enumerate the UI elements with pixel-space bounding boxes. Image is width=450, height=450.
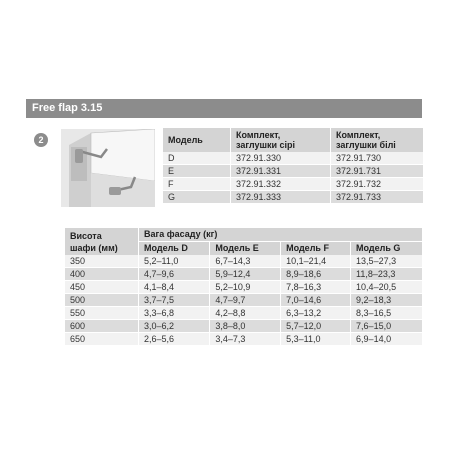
kits-header-white	[331, 128, 424, 152]
table-row	[163, 191, 423, 204]
front-weight-group-header: Вага фасаду (кг)	[139, 228, 423, 242]
table-row	[163, 165, 423, 178]
weight-d-cell: 3,3–6,8	[139, 307, 210, 320]
model-e-header: Модель E	[210, 242, 281, 256]
section-title-bar	[26, 99, 422, 118]
weight-table-group-row	[65, 228, 422, 242]
height-cell: 550	[65, 307, 139, 320]
kits-model-cell: G	[163, 191, 231, 204]
table-row	[163, 178, 423, 191]
section-title: Free flap 3.15	[32, 102, 103, 114]
weight-g-cell: 6,9–14,0	[351, 333, 422, 346]
kits-table-header-row	[163, 128, 423, 152]
height-cell: 350	[65, 255, 139, 268]
weight-e-cell: 4,7–9,7	[210, 294, 281, 307]
kits-model-cell: F	[163, 178, 231, 191]
weight-g-cell: 9,2–18,3	[351, 294, 422, 307]
table-row	[65, 333, 422, 346]
kits-grey-cell: 372.91.330	[231, 152, 331, 165]
kits-model-cell: D	[163, 152, 231, 165]
weight-f-cell: 7,0–14,6	[281, 294, 351, 307]
table-row	[65, 320, 422, 333]
height-header-label: Висота шафи (мм)	[70, 230, 118, 253]
height-cell: 400	[65, 268, 139, 281]
weight-e-cell: 5,2–10,9	[210, 281, 281, 294]
table-row	[65, 255, 422, 268]
model-g-header: Модель G	[351, 242, 422, 256]
kits-grey-cell: 372.91.331	[231, 165, 331, 178]
weight-e-cell: 6,7–14,3	[210, 255, 281, 268]
table-row	[65, 268, 422, 281]
weight-d-cell: 3,0–6,2	[139, 320, 210, 333]
weight-e-cell: 5,9–12,4	[210, 268, 281, 281]
weight-d-cell: 5,2–11,0	[139, 255, 210, 268]
kits-white-cell: 372.91.730	[331, 152, 424, 165]
kits-header-grey	[231, 128, 331, 152]
height-cell: 500	[65, 294, 139, 307]
kits-header-grey-label: Комплект, заглушки сірі	[236, 130, 296, 150]
weight-f-cell: 8,9–18,6	[281, 268, 351, 281]
height-cell: 650	[65, 333, 139, 346]
kits-grey-cell: 372.91.332	[231, 178, 331, 191]
weight-g-cell: 7,6–15,0	[351, 320, 422, 333]
weight-f-cell: 5,3–11,0	[281, 333, 351, 346]
kits-white-cell: 372.91.732	[331, 178, 424, 191]
height-header	[65, 228, 139, 255]
model-d-header: Модель D	[139, 242, 210, 256]
kits-table	[163, 128, 423, 204]
kits-grey-cell: 372.91.333	[231, 191, 331, 204]
flap-fitting-illustration	[61, 129, 155, 207]
weight-d-cell: 4,7–9,6	[139, 268, 210, 281]
kits-model-cell: E	[163, 165, 231, 178]
weight-f-cell: 7,8–16,3	[281, 281, 351, 294]
weight-g-cell: 13,5–27,3	[351, 255, 422, 268]
weight-g-cell: 8,3–16,5	[351, 307, 422, 320]
step-number-badge: 2	[34, 133, 48, 147]
weight-e-cell: 3,4–7,3	[210, 333, 281, 346]
weight-f-cell: 6,3–13,2	[281, 307, 351, 320]
kits-header-white-label: Комплект, заглушки білі	[336, 130, 396, 150]
weight-d-cell: 3,7–7,5	[139, 294, 210, 307]
kits-white-cell: 372.91.731	[331, 165, 424, 178]
table-row	[65, 294, 422, 307]
front-weight-table	[65, 228, 422, 346]
weight-g-cell: 11,8–23,3	[351, 268, 422, 281]
kits-white-cell: 372.91.733	[331, 191, 424, 204]
weight-f-cell: 5,7–12,0	[281, 320, 351, 333]
kits-header-model: Модель	[163, 128, 231, 152]
table-row	[163, 152, 423, 165]
weight-f-cell: 10,1–21,4	[281, 255, 351, 268]
weight-g-cell: 10,4–20,5	[351, 281, 422, 294]
weight-d-cell: 2,6–5,6	[139, 333, 210, 346]
model-f-header: Модель F	[281, 242, 351, 256]
table-row	[65, 281, 422, 294]
height-cell: 450	[65, 281, 139, 294]
weight-e-cell: 3,8–8,0	[210, 320, 281, 333]
weight-d-cell: 4,1–8,4	[139, 281, 210, 294]
height-cell: 600	[65, 320, 139, 333]
table-row	[65, 307, 422, 320]
weight-e-cell: 4,2–8,8	[210, 307, 281, 320]
